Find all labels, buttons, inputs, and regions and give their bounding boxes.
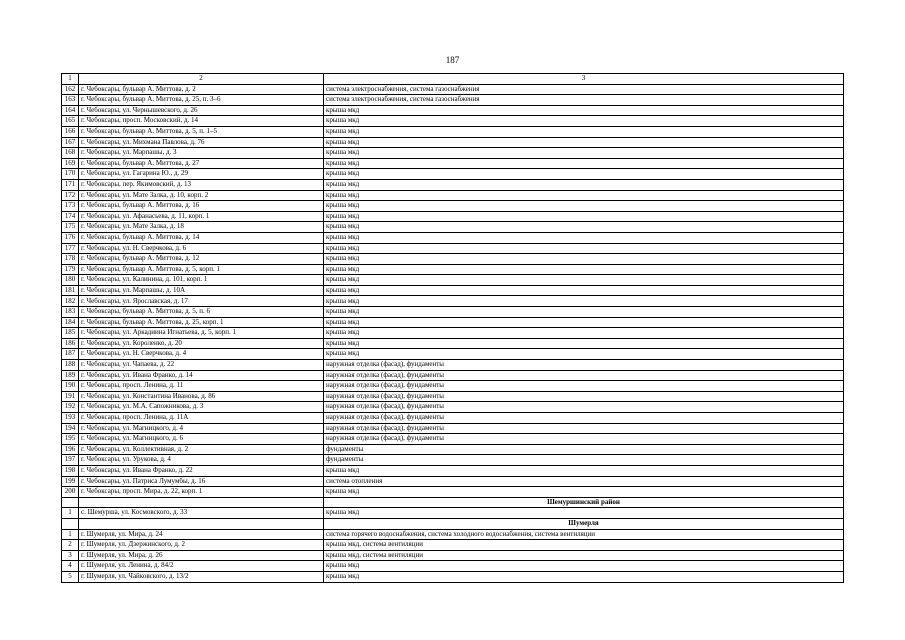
systems-cell: крыша мкд bbox=[324, 349, 844, 360]
address-cell: г. Чебоксары, бульвар А. Миттова, д. 12 bbox=[79, 254, 324, 265]
address-cell: г. Чебоксары, бульвар А. Миттова, д. 5, корп. 1 bbox=[79, 264, 324, 275]
systems-cell: крыша мкд bbox=[324, 126, 844, 137]
table-row bbox=[62, 370, 844, 381]
systems-cell: крыша мкд bbox=[324, 137, 844, 148]
systems-cell: крыша мкд bbox=[324, 285, 844, 296]
systems-cell: крыша мкд bbox=[324, 201, 844, 212]
table-row bbox=[62, 169, 844, 180]
address-cell: г. Чебоксары, просп. Ленина, д. 11 bbox=[79, 381, 324, 392]
systems-cell: крыша мкд bbox=[324, 211, 844, 222]
row-number-cell: 199 bbox=[62, 476, 79, 487]
row-number-cell: 1 bbox=[62, 508, 79, 519]
systems-cell: крыша мкд bbox=[324, 307, 844, 318]
section-empty-cell bbox=[62, 497, 79, 508]
systems-cell: наружная отделка (фасад), фундаменты bbox=[324, 413, 844, 424]
table-row bbox=[62, 105, 844, 116]
row-number-cell: 175 bbox=[62, 222, 79, 233]
address-cell: г. Чебоксары, бульвар А. Миттова, д. 25, п. 3–6 bbox=[79, 95, 324, 106]
address-cell: г. Чебоксары, ул. Патриса Лумумбы, д. 16 bbox=[79, 476, 324, 487]
address-cell: г. Чебоксары, просп. Московский, д. 14 bbox=[79, 116, 324, 127]
systems-cell: крыша мкд bbox=[324, 169, 844, 180]
row-number-cell: 190 bbox=[62, 381, 79, 392]
address-cell: г. Чебоксары, бульвар А. Миттова, д. 16 bbox=[79, 201, 324, 212]
table-row bbox=[62, 243, 844, 254]
systems-cell: крыша мкд bbox=[324, 190, 844, 201]
systems-cell: фундаменты bbox=[324, 455, 844, 466]
address-cell: г. Чебоксары, ул. Короленко, д. 20 bbox=[79, 338, 324, 349]
row-number-cell: 170 bbox=[62, 169, 79, 180]
table-row bbox=[62, 190, 844, 201]
address-cell: г. Шумерля, ул. Чайковского, д. 13/2 bbox=[79, 571, 324, 582]
systems-cell: крыша мкд bbox=[324, 232, 844, 243]
table-row bbox=[62, 508, 844, 519]
addresses-table bbox=[61, 73, 844, 583]
address-cell: г. Чебоксары, бульвар А. Миттова, д. 5, п. 6 bbox=[79, 307, 324, 318]
table-row bbox=[62, 264, 844, 275]
row-number-cell: 193 bbox=[62, 413, 79, 424]
table-row bbox=[62, 402, 844, 413]
table-row bbox=[62, 476, 844, 487]
systems-cell: крыша мкд bbox=[324, 264, 844, 275]
systems-cell: наружная отделка (фасад), фундаменты bbox=[324, 434, 844, 445]
row-number-cell: 178 bbox=[62, 254, 79, 265]
table-row bbox=[62, 360, 844, 371]
address-cell: г. Чебоксары, бульвар А. Миттова, д. 14 bbox=[79, 232, 324, 243]
row-number-cell: 169 bbox=[62, 158, 79, 169]
table-row bbox=[62, 222, 844, 233]
table-row bbox=[62, 201, 844, 212]
table-row bbox=[62, 540, 844, 551]
table-row bbox=[62, 434, 844, 445]
row-number-cell: 171 bbox=[62, 179, 79, 190]
row-number-cell: 196 bbox=[62, 444, 79, 455]
address-cell: г. Чебоксары, ул. Ивана Франко, д. 22 bbox=[79, 465, 324, 476]
table-row bbox=[62, 307, 844, 318]
address-cell: г. Чебоксары, ул. Гагарина Ю., д. 29 bbox=[79, 169, 324, 180]
address-cell: г. Чебоксары, просп. Ленина, д. 11А bbox=[79, 413, 324, 424]
table-row bbox=[62, 137, 844, 148]
row-number-cell: 189 bbox=[62, 370, 79, 381]
systems-cell: система электроснабжения, система газоснабжения bbox=[324, 95, 844, 106]
systems-cell: наружная отделка (фасад), фундаменты bbox=[324, 391, 844, 402]
row-number-cell: 197 bbox=[62, 455, 79, 466]
systems-cell: наружная отделка (фасад), фундаменты bbox=[324, 402, 844, 413]
systems-cell: крыша мкд bbox=[324, 571, 844, 582]
address-cell: г. Чебоксары, просп. Мира, д. 22, корп. 1 bbox=[79, 487, 324, 498]
systems-cell: крыша мкд bbox=[324, 317, 844, 328]
address-cell: г. Чебоксары, ул. Аркадиина Игнатьева, д. 5, корп. 1 bbox=[79, 328, 324, 339]
section-empty-cell bbox=[79, 518, 324, 529]
section-row bbox=[62, 497, 844, 508]
row-number-cell: 162 bbox=[62, 84, 79, 95]
systems-cell: крыша мкд bbox=[324, 243, 844, 254]
row-number-cell: 181 bbox=[62, 285, 79, 296]
table-row bbox=[62, 381, 844, 392]
table-row bbox=[62, 423, 844, 434]
table-row bbox=[62, 455, 844, 466]
systems-cell: крыша мкд bbox=[324, 487, 844, 498]
row-number-cell: 173 bbox=[62, 201, 79, 212]
address-cell: г. Чебоксары, бульвар А. Миттова, д. 2 bbox=[79, 84, 324, 95]
table-row bbox=[62, 349, 844, 360]
table-row bbox=[62, 338, 844, 349]
address-cell: г. Чебоксары, ул. Н. Сверчкова, д. 6 bbox=[79, 243, 324, 254]
table-row bbox=[62, 317, 844, 328]
row-number-cell: 186 bbox=[62, 338, 79, 349]
row-number-cell: 188 bbox=[62, 360, 79, 371]
row-number-cell: 1 bbox=[62, 529, 79, 540]
table-row bbox=[62, 285, 844, 296]
address-cell: г. Чебоксары, бульвар А. Миттова, д. 25, корп. 1 bbox=[79, 317, 324, 328]
address-cell: г. Чебоксары, ул. Афанасьева, д. 11, корп. 1 bbox=[79, 211, 324, 222]
section-title: Шемуршинский район bbox=[324, 497, 844, 508]
row-number-cell: 4 bbox=[62, 561, 79, 572]
address-cell: г. Чебоксары, ул. Мате Залка, д. 10, корп. 2 bbox=[79, 190, 324, 201]
row-number-cell: 182 bbox=[62, 296, 79, 307]
section-empty-cell bbox=[62, 518, 79, 529]
address-cell: г. Шумерля, ул. Дзержинского, д. 2 bbox=[79, 540, 324, 551]
systems-cell: наружная отделка (фасад), фундаменты bbox=[324, 423, 844, 434]
table-row bbox=[62, 275, 844, 286]
address-cell: г. Чебоксары, ул. Чернышевского, д. 26 bbox=[79, 105, 324, 116]
table-row bbox=[62, 179, 844, 190]
row-number-cell: 198 bbox=[62, 465, 79, 476]
row-number-cell: 185 bbox=[62, 328, 79, 339]
address-cell: г. Чебоксары, ул. Коллективная, д. 2 bbox=[79, 444, 324, 455]
systems-cell: крыша мкд bbox=[324, 508, 844, 519]
address-cell: г. Чебоксары, ул. Магницкого, д. 6 bbox=[79, 434, 324, 445]
systems-cell: наружная отделка (фасад), фундаменты bbox=[324, 381, 844, 392]
systems-cell: крыша мкд, система вентиляции bbox=[324, 550, 844, 561]
section-title: Шумерля bbox=[324, 518, 844, 529]
address-cell: г. Шумерля, ул. Ленина, д. 84/2 bbox=[79, 561, 324, 572]
systems-cell: крыша мкд, система вентиляции bbox=[324, 540, 844, 551]
table-row bbox=[62, 116, 844, 127]
table-row bbox=[62, 232, 844, 243]
row-number-cell: 195 bbox=[62, 434, 79, 445]
page-number: 187 bbox=[445, 55, 460, 65]
section-row bbox=[62, 518, 844, 529]
table-row bbox=[62, 254, 844, 265]
address-cell: г. Чебоксары, ул. Михмана Павлова, д. 76 bbox=[79, 137, 324, 148]
systems-cell: крыша мкд bbox=[324, 338, 844, 349]
row-number-cell: 179 bbox=[62, 264, 79, 275]
systems-cell: крыша мкд bbox=[324, 179, 844, 190]
systems-cell: крыша мкд bbox=[324, 561, 844, 572]
row-number-cell: 187 bbox=[62, 349, 79, 360]
address-cell: г. Чебоксары, ул. Мате Залка, д. 18 bbox=[79, 222, 324, 233]
row-number-cell: 166 bbox=[62, 126, 79, 137]
row-number-cell: 168 bbox=[62, 148, 79, 159]
systems-cell: система горячего водоснабжения, система холодного водоснабжения, система вентиляции bbox=[324, 529, 844, 540]
systems-cell: система электроснабжения, система газоснабжения bbox=[324, 84, 844, 95]
row-number-cell: 165 bbox=[62, 116, 79, 127]
row-number-cell: 191 bbox=[62, 391, 79, 402]
address-cell: г. Чебоксары, ул. Калинина, д. 101, корп. 1 bbox=[79, 275, 324, 286]
table-row bbox=[62, 465, 844, 476]
row-number-cell: 184 bbox=[62, 317, 79, 328]
systems-cell: крыша мкд bbox=[324, 275, 844, 286]
row-number-cell: 172 bbox=[62, 190, 79, 201]
section-empty-cell bbox=[79, 497, 324, 508]
row-number-cell: 183 bbox=[62, 307, 79, 318]
table-row bbox=[62, 413, 844, 424]
systems-cell: фундаменты bbox=[324, 444, 844, 455]
table-row bbox=[62, 95, 844, 106]
table-row bbox=[62, 158, 844, 169]
systems-cell: система отопления bbox=[324, 476, 844, 487]
table-header-row bbox=[62, 74, 844, 85]
row-number-cell: 163 bbox=[62, 95, 79, 106]
address-cell: с. Шемурша, ул. Космовского, д. 33 bbox=[79, 508, 324, 519]
address-cell: г. Чебоксары, бульвар А. Миттова, д. 5, п. 1–5 bbox=[79, 126, 324, 137]
column-header-number: 1 bbox=[62, 74, 79, 85]
address-cell: г. Чебоксары, ул. Н. Сверчкова, д. 4 bbox=[79, 349, 324, 360]
row-number-cell: 3 bbox=[62, 550, 79, 561]
address-cell: г. Чебоксары, ул. М.А. Сапожникова, д. 3 bbox=[79, 402, 324, 413]
address-cell: г. Чебоксары, ул. Урукова, д. 4 bbox=[79, 455, 324, 466]
table-row bbox=[62, 391, 844, 402]
address-cell: г. Чебоксары, ул. Магницкого, д. 4 bbox=[79, 423, 324, 434]
row-number-cell: 192 bbox=[62, 402, 79, 413]
table-row bbox=[62, 571, 844, 582]
row-number-cell: 194 bbox=[62, 423, 79, 434]
address-cell: г. Чебоксары, бульвар А. Миттова, д. 27 bbox=[79, 158, 324, 169]
table-row bbox=[62, 148, 844, 159]
row-number-cell: 167 bbox=[62, 137, 79, 148]
systems-cell: крыша мкд bbox=[324, 254, 844, 265]
address-cell: г. Чебоксары, ул. Ярославская, д. 17 bbox=[79, 296, 324, 307]
table-row bbox=[62, 84, 844, 95]
table-row bbox=[62, 529, 844, 540]
table-row bbox=[62, 550, 844, 561]
table-row bbox=[62, 211, 844, 222]
table-row bbox=[62, 328, 844, 339]
address-cell: г. Чебоксары, ул. Чапаева, д. 22 bbox=[79, 360, 324, 371]
address-cell: г. Чебоксары, ул. Константина Иванова, д. 86 bbox=[79, 391, 324, 402]
row-number-cell: 200 bbox=[62, 487, 79, 498]
systems-cell: крыша мкд bbox=[324, 148, 844, 159]
column-header-systems: 3 bbox=[324, 74, 844, 85]
systems-cell: наружная отделка (фасад), фундаменты bbox=[324, 370, 844, 381]
systems-cell: наружная отделка (фасад), фундаменты bbox=[324, 360, 844, 371]
address-cell: г. Шумерля, ул. Мира, д. 26 bbox=[79, 550, 324, 561]
table-row bbox=[62, 444, 844, 455]
systems-cell: крыша мкд bbox=[324, 465, 844, 476]
table-row bbox=[62, 561, 844, 572]
systems-cell: крыша мкд bbox=[324, 105, 844, 116]
address-cell: г. Чебоксары, ул. Ивана Франко, д. 14 bbox=[79, 370, 324, 381]
address-cell: г. Чебоксары, пер. Якимовский, д. 13 bbox=[79, 179, 324, 190]
systems-cell: крыша мкд bbox=[324, 116, 844, 127]
row-number-cell: 174 bbox=[62, 211, 79, 222]
table-row bbox=[62, 487, 844, 498]
systems-cell: крыша мкд bbox=[324, 158, 844, 169]
row-number-cell: 5 bbox=[62, 571, 79, 582]
address-cell: г. Шумерля, ул. Мира, д. 24 bbox=[79, 529, 324, 540]
column-header-address: 2 bbox=[79, 74, 324, 85]
row-number-cell: 164 bbox=[62, 105, 79, 116]
row-number-cell: 177 bbox=[62, 243, 79, 254]
systems-cell: крыша мкд bbox=[324, 328, 844, 339]
row-number-cell: 176 bbox=[62, 232, 79, 243]
address-cell: г. Чебоксары, ул. Марпашы, д. 10А bbox=[79, 285, 324, 296]
table-row bbox=[62, 296, 844, 307]
systems-cell: крыша мкд bbox=[324, 222, 844, 233]
row-number-cell: 2 bbox=[62, 540, 79, 551]
systems-cell: крыша мкд bbox=[324, 296, 844, 307]
table-row bbox=[62, 126, 844, 137]
row-number-cell: 180 bbox=[62, 275, 79, 286]
address-cell: г. Чебоксары, ул. Марпашы, д. 3 bbox=[79, 148, 324, 159]
